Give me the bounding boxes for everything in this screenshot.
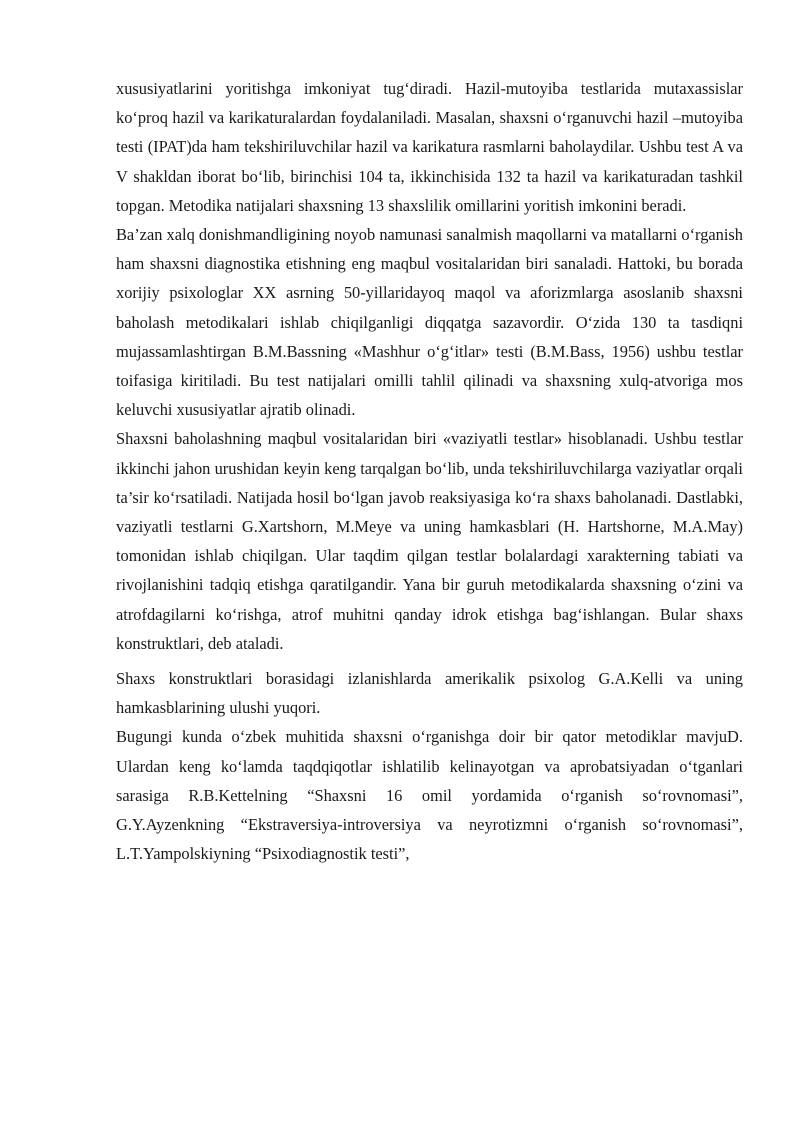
paragraph-humor-tests: xususiyatlarini yoritishga imkoniyat tug‘diradi. Hazil-mutoyiba testlarida mutaxassislar ko‘proq hazil va karikaturalardan foydalaniladi. Masalan, shaxsni o‘rganuvchi hazil –mutoyiba testi (IPAT)da ham tekshiriluvchilar hazil va karikatura rasmlarni baholaydilar. Ushbu test A va V shakldan iborat bo‘lib, birinchisi 104 ta, ikkinchisida 132 ta hazil va karikaturadan tashkil topgan. Metodika natijalari shaxsning 13 shaxslilik omillarini yoritish imkonini beradi. (116, 79, 743, 215)
paragraph-proverbs: Ba’zan xalq donishmandligining noyob namunasi sanalmish maqollarni va matallarni o‘rganish ham shaxsni diagnostika etishning eng maqbul vositalaridan biri sanaladi. Hattoki, bu borada xorijiy psixologlar XX asrning 50-yillaridayoq maqol va aforizmlarga asoslanib shaxsni baholash metodikalari ishlab chiqilganligi diqqatga sazavordir. O‘zida 130 ta tasdiqni mujassamlashtirgan B.M.Bassning «Mashhur o‘g‘itlar» testi (B.M.Bass, 1956) ushbu testlar toifasiga kiritiladi. Bu test natijalari omilli tahlil qilinadi va shaxsning xulq-atvoriga mos keluvchi xususiyatlar ajratib olinadi. (116, 225, 743, 420)
paragraph-personal-constructs: Shaxs konstruktlari borasidagi izlanishlarda amerikalik psixolog G.A.Kelli va uning hamkasblarining ulushi yuqori. (116, 669, 743, 718)
document-page (116, 74, 743, 868)
paragraph-situational-tests: Shaxsni baholashning maqbul vositalaridan biri «vaziyatli testlar» hisoblanadi. Ushbu testlar ikkinchi jahon urushidan keyin keng tarqalgan bo‘lib, unda tekshiriluvchilarga vaziyatlar orqali ta’sir ko‘rsatiladi. Natijada hosil bo‘lgan javob reaksiyasiga ko‘ra shaxs baholanadi. Dastlabki, vaziyatli testlarni G.Xartshorn, M.Meye va uning hamkasblari (H. Hartshorne, M.A.May) tomonidan ishlab chiqilgan. Ular taqdim qilgan testlar bolalardagi xarakterning tabiati va rivojlanishini tadqiq etishga qaratilgandir. Yana bir guruh metodikalarda shaxsning o‘zini va atrofdagilarni ko‘rishga, atrof muhitni qanday idrok etishga bag‘ishlangan. Bular shaxs konstruktlari, deb ataladi. (116, 429, 743, 653)
paragraph-uzbek-methods: Bugungi kunda o‘zbek muhitida shaxsni o‘rganishga doir bir qator metodiklar mavjuD. Ulardan keng ko‘lamda taqdqiqotlar ishlatilib kelinayotgan va aprobatsiyadan o‘tganlari sarasiga R.B.Kettelning “Shaxsni 16 omil yordamida o‘rganish so‘rovnomasi”, G.Y.Ayzenkning “Ekstraversiya-introversiya va neyrotizmni o‘rganish so‘rovnomasi”, L.T.Yampolskiyning “Psixodiagnostik testi”, (116, 727, 743, 864)
